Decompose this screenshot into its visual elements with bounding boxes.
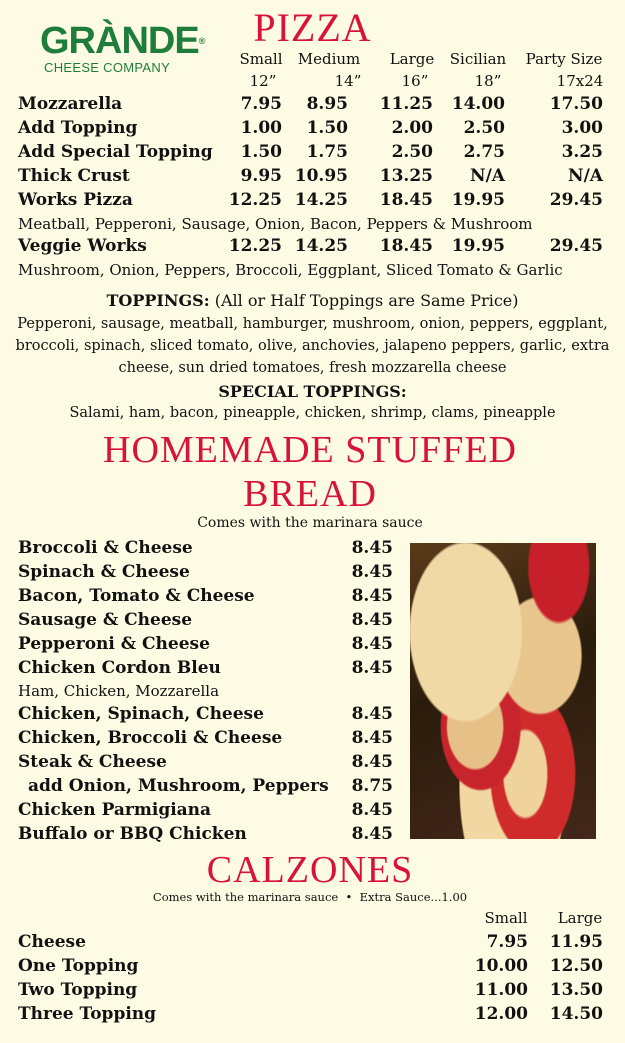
item-name: Works Pizza	[18, 190, 133, 210]
price-small: 7.95	[240, 94, 282, 114]
special-toppings-list: Salami, ham, bacon, pineapple, chicken, shrimp, clams, pineapple	[69, 405, 556, 421]
price-small: 1.00	[240, 118, 282, 138]
price-small: 12.25	[228, 236, 282, 256]
item-name: Add Special Topping	[18, 142, 213, 162]
size-large-inches: 16”	[401, 72, 429, 90]
price-large: 12.50	[549, 956, 603, 976]
price-medium: 8.95	[306, 94, 348, 114]
item-name: Add Topping	[18, 118, 138, 138]
item-price: 8.75	[351, 776, 393, 796]
price-small: 12.25	[228, 190, 282, 210]
item-name: Veggie Works	[18, 236, 147, 256]
size-sicilian-inches: 18”	[474, 72, 502, 90]
price-large: 18.45	[379, 190, 433, 210]
pizza-row	[18, 118, 603, 142]
pizza-row	[18, 190, 603, 214]
size-small-inches: 12”	[249, 72, 277, 90]
toppings-label: TOPPINGS:	[106, 291, 210, 310]
price-party: N/A	[568, 166, 603, 186]
price-large: 18.45	[379, 236, 433, 256]
item-name: Spinach & Cheese	[18, 562, 190, 582]
item-name: Two Topping	[18, 980, 138, 1000]
price-sicilian: 14.00	[451, 94, 505, 114]
price-party: 3.00	[561, 118, 603, 138]
item-price: 8.45	[351, 586, 393, 606]
item-price: 8.45	[351, 658, 393, 678]
stuffed-row	[18, 634, 393, 658]
calzone-size-small: Small	[484, 909, 528, 927]
size-small-label: Small	[239, 50, 283, 68]
stuffed-row	[18, 728, 393, 752]
price-small: 9.95	[240, 166, 282, 186]
item-name: Buffalo or BBQ Chicken	[18, 824, 247, 844]
calzone-row	[18, 1004, 603, 1028]
item-name: add Onion, Mushroom, Peppers	[28, 776, 329, 796]
price-small: 7.95	[486, 932, 528, 952]
item-name: Chicken Parmigiana	[18, 800, 212, 820]
special-toppings-label: SPECIAL TOPPINGS:	[218, 382, 407, 401]
pizza-row	[18, 142, 603, 166]
stuffed-row	[18, 824, 393, 848]
item-name: Steak & Cheese	[18, 752, 167, 772]
price-large: 11.95	[549, 932, 603, 952]
price-medium: 14.25	[294, 236, 348, 256]
price-sicilian: 19.95	[451, 236, 505, 256]
item-price: 8.45	[351, 634, 393, 654]
item-name: Cheese	[18, 932, 86, 952]
item-name: Pepperoni & Cheese	[18, 634, 210, 654]
stuffed-bread-title-line2: BREAD	[243, 473, 377, 515]
price-medium: 14.25	[294, 190, 348, 210]
stuffed-row	[18, 610, 393, 634]
toppings-line: Pepperoni, sausage, meatball, hamburger, mushroom, onion, peppers, eggplant,	[17, 316, 608, 332]
calzone-size-large: Large	[557, 909, 603, 927]
stuffed-subtitle: Comes with the marinara sauce	[197, 515, 423, 531]
price-small: 1.50	[240, 142, 282, 162]
cordon-bleu-description: Ham, Chicken, Mozzarella	[18, 682, 220, 700]
item-name: Thick Crust	[18, 166, 130, 186]
item-name: Three Topping	[18, 1004, 157, 1024]
price-large: 2.00	[391, 118, 433, 138]
item-price: 8.45	[351, 824, 393, 844]
calzones-title: CALZONES	[206, 849, 414, 891]
item-price: 8.45	[351, 800, 393, 820]
size-medium-label: Medium	[297, 50, 361, 68]
price-large: 11.25	[379, 94, 433, 114]
price-large: 13.25	[379, 166, 433, 186]
pizza-title: PIZZA	[253, 5, 372, 50]
item-price: 8.45	[351, 752, 393, 772]
price-medium: 1.50	[306, 118, 348, 138]
stuffed-row	[18, 586, 393, 610]
item-name: Broccoli & Cheese	[18, 538, 193, 558]
item-name: Chicken, Broccoli & Cheese	[18, 728, 283, 748]
price-medium: 1.75	[306, 142, 348, 162]
stuffed-bread-photo	[410, 543, 596, 839]
grande-logo	[40, 20, 205, 84]
stuffed-row	[18, 658, 393, 682]
calzone-row	[18, 956, 603, 980]
item-price: 8.45	[351, 562, 393, 582]
toppings-heading	[0, 291, 625, 310]
pizza-row	[18, 236, 603, 260]
price-party: 17.50	[549, 94, 603, 114]
logo-wordmark: GRÀNDE®	[40, 20, 205, 62]
price-large: 2.50	[391, 142, 433, 162]
stuffed-row	[18, 562, 393, 586]
item-name: Chicken, Spinach, Cheese	[18, 704, 264, 724]
pizza-row	[18, 94, 603, 118]
item-price: 8.45	[351, 704, 393, 724]
item-price: 8.45	[351, 728, 393, 748]
item-name: Chicken Cordon Bleu	[18, 658, 221, 678]
size-party-inches: 17x24	[556, 72, 604, 90]
pizza-row	[18, 166, 603, 190]
calzone-row	[18, 980, 603, 1004]
stuffed-row	[18, 800, 393, 824]
price-small: 12.00	[474, 1004, 528, 1024]
logo-company: CHEESE COMPANY	[44, 60, 171, 75]
size-sicilian-label: Sicilian	[449, 50, 507, 68]
price-party: 3.25	[561, 142, 603, 162]
price-sicilian: N/A	[470, 166, 505, 186]
calzones-subtitle: Comes with the marinara sauce • Extra Sauce...1.00	[152, 890, 468, 904]
price-small: 10.00	[474, 956, 528, 976]
item-name: Bacon, Tomato & Cheese	[18, 586, 255, 606]
stuffed-row	[18, 704, 393, 728]
item-price: 8.45	[351, 610, 393, 630]
stuffed-row	[18, 538, 393, 562]
price-large: 14.50	[549, 1004, 603, 1024]
toppings-note: (All or Half Toppings are Same Price)	[214, 291, 519, 310]
toppings-line: broccoli, spinach, sliced tomato, olive, anchovies, jalapeno peppers, garlic, extra	[15, 338, 610, 354]
size-large-label: Large	[389, 50, 435, 68]
works-description: Meatball, Pepperoni, Sausage, Onion, Bacon, Peppers & Mushroom	[18, 215, 533, 233]
stuffed-row	[18, 752, 393, 776]
item-name: One Topping	[18, 956, 139, 976]
item-name: Sausage & Cheese	[18, 610, 193, 630]
price-sicilian: 2.50	[463, 118, 505, 138]
size-party-label: Party Size	[525, 50, 603, 68]
size-medium-inches: 14”	[334, 72, 362, 90]
calzone-row	[18, 932, 603, 956]
price-sicilian: 19.95	[451, 190, 505, 210]
item-price: 8.45	[351, 538, 393, 558]
price-party: 29.45	[549, 236, 603, 256]
toppings-line: cheese, sun dried tomatoes, fresh mozzarella cheese	[118, 360, 507, 376]
price-party: 29.45	[549, 190, 603, 210]
price-small: 11.00	[474, 980, 528, 1000]
stuffed-bread-title-line1: HOMEMADE STUFFED	[103, 429, 517, 471]
price-sicilian: 2.75	[463, 142, 505, 162]
veggie-description: Mushroom, Onion, Peppers, Broccoli, Eggplant, Sliced Tomato & Garlic	[18, 261, 563, 279]
item-name: Mozzarella	[18, 94, 123, 114]
price-medium: 10.95	[294, 166, 348, 186]
price-large: 13.50	[549, 980, 603, 1000]
stuffed-row	[18, 776, 393, 800]
